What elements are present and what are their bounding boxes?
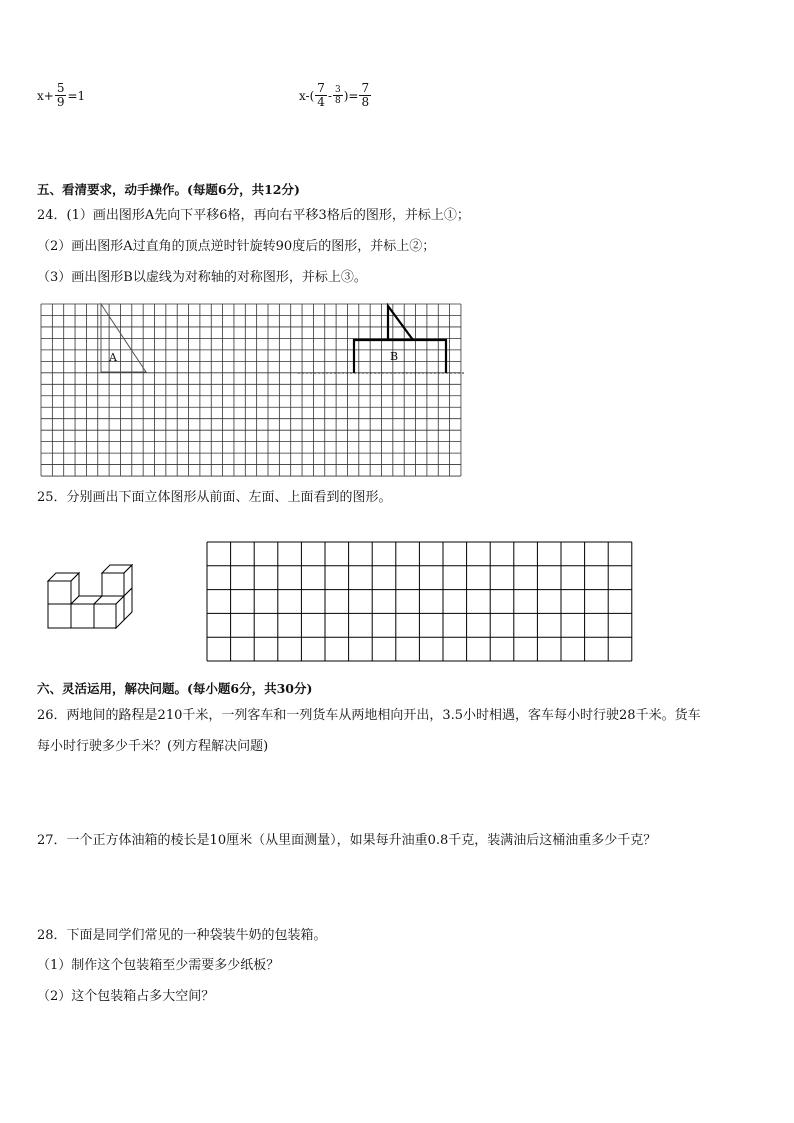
eq2-f1-numerator: 7 — [317, 81, 325, 95]
question-28: 28．下面是同学们常见的一种袋装牛奶的包装箱。 — [37, 928, 327, 943]
question-27: 27．一个正方体油箱的棱长是10厘米（从里面测量），如果每升油重0.8千克，装满油后这桶油重多少千克？ — [37, 833, 657, 848]
eq1-numerator: 5 — [56, 81, 65, 95]
eq2-f1-denominator: 4 — [317, 95, 325, 109]
eq2-f2-numerator: 3 — [335, 85, 341, 95]
eq2-prefix: x-( — [299, 88, 315, 103]
section5-heading: 五、看清要求，动手操作。(每题6分，共12分) — [37, 182, 300, 197]
question-25: 25．分别画出下面立体图形从前面、左面、上面看到的图形。 — [37, 490, 392, 505]
question-24-part3: （3）画出图形B以虚线为对称轴的对称图形，并标上③。 — [37, 270, 367, 285]
eq1-denominator: 9 — [56, 95, 65, 109]
label-b: B — [390, 350, 399, 363]
eq2-f3-denominator: 8 — [361, 95, 370, 109]
question-26-line1: 26．两地间的路程是210千米，一列客车和一列货车从两地相向开出，3.5小时相遇，客车每小时行驶28千米。货车 — [37, 708, 701, 723]
section6-heading: 六、灵活运用，解决问题。(每小题6分，共30分) — [37, 681, 313, 696]
label-a: A — [109, 351, 117, 364]
question-24-part2: （2）画出图形A过直角的顶点逆时针旋转90度后的图形，并标上②； — [37, 239, 436, 254]
eq2-f3-numerator: 7 — [361, 81, 370, 95]
question-26-line2: 每小时行驶多少千米？(列方程解决问题) — [37, 739, 269, 754]
eq1-suffix: =1 — [67, 88, 86, 103]
question-24-part1: 24．(1）画出图形A先向下平移6格，再向右平移3格后的图形，并标上①； — [37, 208, 470, 223]
eq2-minus: - — [327, 88, 332, 103]
eq1-prefix: x+ — [37, 88, 54, 103]
question-28-part1: （1）制作这个包装箱至少需要多少纸板？ — [37, 958, 280, 973]
eq2-mid: )= — [343, 88, 359, 103]
question-28-part2: （2）这个包装箱占多大空间？ — [37, 989, 215, 1004]
eq2-f2-denominator: 8 — [335, 96, 341, 106]
